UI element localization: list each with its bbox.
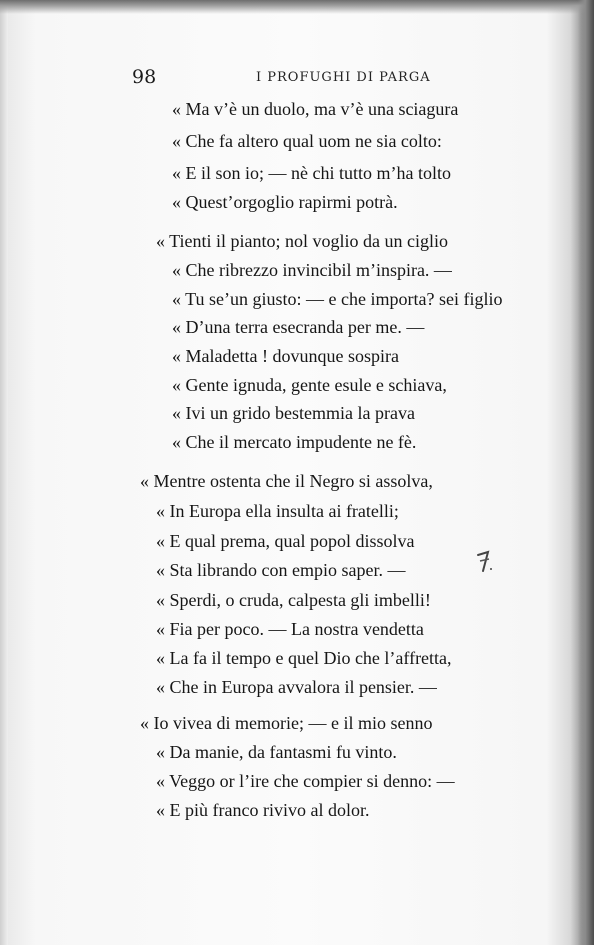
verse-line: « E il son io; — nè chi tutto m’ha tolto — [172, 163, 451, 183]
verse-line: « Ivi un grido bestemmia la prava — [172, 403, 415, 423]
verse-line: « Veggo or l’ire che compier si denno: — — [156, 771, 455, 791]
verse-line: « Che in Europa avvalora il pensier. — — [156, 677, 437, 697]
verse-line: « E qual prema, qual popol dissolva — [156, 531, 415, 551]
page-left-edge — [0, 0, 8, 945]
verse-line: « Io vivea di memorie; — e il mio senno — [140, 713, 433, 733]
verse-line: « In Europa ella insulta ai fratelli; — [156, 501, 399, 521]
handwritten-mark-icon — [474, 549, 494, 575]
running-title: I PROFUGHI DI PARGA — [256, 70, 431, 85]
verse-line: « Quest’orgoglio rapirmi potrà. — [172, 192, 398, 212]
verse-line: « D’una terra esecranda per me. — — [172, 317, 425, 337]
verse-line: « Sperdi, o cruda, calpesta gli imbelli! — [156, 590, 431, 610]
verse-line: « La fa il tempo e quel Dio che l’affretta, — [156, 648, 452, 668]
page-top-shadow — [0, 0, 594, 14]
verse-line: « Fia per poco. — La nostra vendetta — [156, 619, 424, 639]
verse-line: « Maladetta ! dovunque sospira — [172, 346, 399, 366]
verse-line: « Mentre ostenta che il Negro si assolva, — [140, 471, 433, 491]
page-number: 98 — [132, 66, 157, 88]
verse-line: « Gente ignuda, gente esule e schiava, — [172, 375, 447, 395]
verse-line: « Che il mercato impudente ne fè. — [172, 432, 417, 452]
verse-line: « E più franco rivivo al dolor. — [156, 800, 370, 820]
verse-line: « Tu se’un giusto: — e che importa? sei figlio — [172, 289, 503, 309]
verse-line: « Da manie, da fantasmi fu vinto. — [156, 742, 397, 762]
verse-line: « Che fa altero qual uom ne sia colto: — [172, 131, 442, 151]
verse-line: « Ma v’è un duolo, ma v’è una sciagura — [172, 99, 459, 119]
book-spine-shadow — [578, 0, 594, 945]
verse-line: « Che ribrezzo invincibil m’inspira. — — [172, 260, 452, 280]
verse-line: « Sta librando con empio saper. — — [156, 560, 406, 580]
verse-line: « Tienti il pianto; nol voglio da un ciglio — [156, 231, 449, 251]
